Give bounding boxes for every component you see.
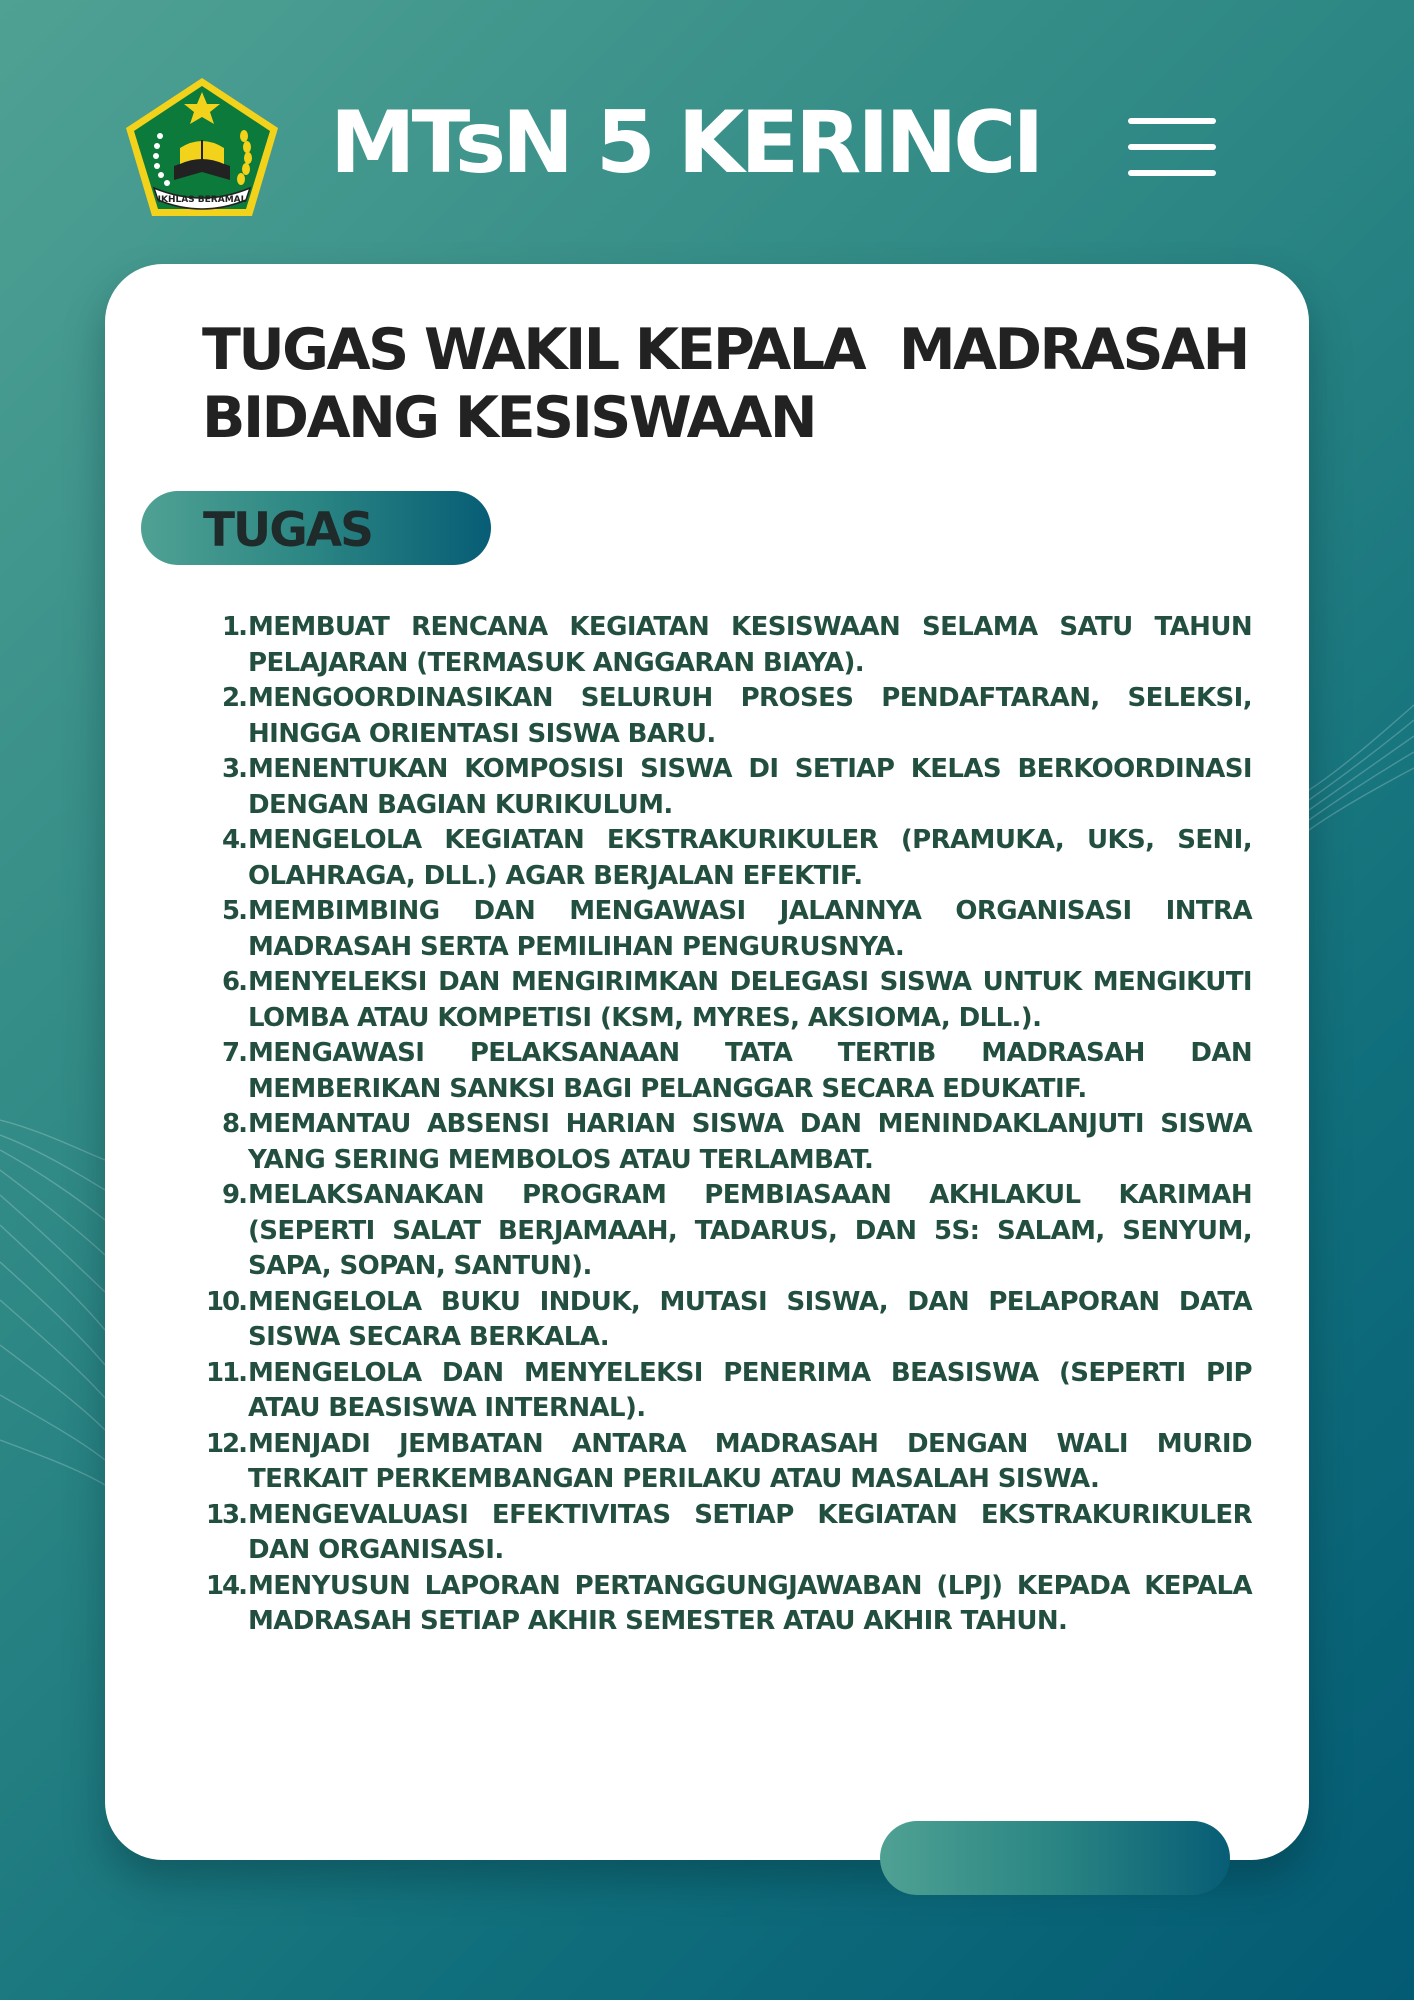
list-item <box>202 681 1252 752</box>
list-item-number: 6. <box>222 967 246 997</box>
site-header <box>0 0 1414 260</box>
list-item-text: MENYUSUN LAPORAN PERTANGGUNGJAWABAN (LPJ) KEPADA KEPALA MADRASAH SETIAP AKHIR SEMESTER ATAU AKHIR TAHUN. <box>248 1570 1252 1636</box>
list-item-number: 4. <box>222 825 246 855</box>
list-item <box>202 965 1252 1036</box>
list-item-text: MEMBIMBING DAN MENGAWASI JALANNYA ORGANISASI INTRA MADRASAH SERTA PEMILIHAN PENGURUSNYA. <box>248 896 1252 962</box>
list-item-text: MENGELOLA KEGIATAN EKSTRAKURIKULER (PRAMUKA, UKS, SENI, OLAHRAGA, DLL.) AGAR BERJALAN EFEKTIF. <box>248 825 1252 891</box>
list-item-text: MENENTUKAN KOMPOSISI SISWA DI SETIAP KELAS BERKOORDINASI DENGAN BAGIAN KURIKULUM. <box>248 754 1252 820</box>
list-item-number: 13. <box>205 1499 246 1530</box>
footer-decorative-pill <box>880 1821 1230 1895</box>
list-item <box>202 610 1252 681</box>
menu-line <box>1128 118 1216 124</box>
list-item-number: 8. <box>222 1109 246 1139</box>
list-item <box>202 823 1252 894</box>
page-title-line-2: BIDANG KESISWAAN <box>202 385 816 451</box>
list-item <box>202 1356 1252 1427</box>
list-item-number: 1. <box>222 612 246 642</box>
list-item-text: MENGOORDINASIKAN SELURUH PROSES PENDAFTARAN, SELEKSI, HINGGA ORIENTASI SISWA BARU. <box>248 683 1252 749</box>
logo-motto: IKHLAS BERAMAL <box>157 195 247 205</box>
list-item <box>202 1569 1252 1640</box>
list-item-number: 2. <box>222 683 246 713</box>
menu-line <box>1128 144 1216 150</box>
list-item-text: MEMANTAU ABSENSI HARIAN SISWA DAN MENINDAKLANJUTI SISWA YANG SERING MEMBOLOS ATAU TERLAMBAT. <box>248 1109 1252 1175</box>
list-item-text: MELAKSANAKAN PROGRAM PEMBIASAAN AKHLAKUL KARIMAH (SEPERTI SALAT BERJAMAAH, TADARUS, DAN 5S: SALAM, SENYUM, SAPA, SOPAN, SANTUN). <box>248 1180 1252 1281</box>
list-item <box>202 1427 1252 1498</box>
page-title <box>202 316 1262 452</box>
list-item-text: MENGELOLA BUKU INDUK, MUTASI SISWA, DAN PELAPORAN DATA SISWA SECARA BERKALA. <box>248 1286 1252 1352</box>
menu-line <box>1128 170 1216 176</box>
list-item-number: 11. <box>205 1357 246 1388</box>
list-item-text: MENJADI JEMBATAN ANTARA MADRASAH DENGAN WALI MURID TERKAIT PERKEMBANGAN PERILAKU ATAU MASALAH SISWA. <box>248 1428 1252 1494</box>
list-item <box>202 894 1252 965</box>
list-item-number: 12. <box>205 1428 246 1459</box>
content-card <box>105 264 1309 1860</box>
list-item <box>202 1036 1252 1107</box>
list-item-number: 14. <box>205 1570 246 1601</box>
page-title-line-1: TUGAS WAKIL KEPALA MADRASAH <box>202 317 1248 383</box>
list-item <box>202 1285 1252 1356</box>
kemenag-emblem-icon <box>124 76 280 218</box>
list-item <box>202 752 1252 823</box>
hamburger-menu-icon[interactable] <box>1128 114 1216 180</box>
list-item-number: 3. <box>222 754 246 784</box>
list-item-text: MENYELEKSI DAN MENGIRIMKAN DELEGASI SISWA UNTUK MENGIKUTI LOMBA ATAU KOMPETISI (KSM, MYRES, AKSIOMA, DLL.). <box>248 967 1252 1033</box>
list-item-text: MENGELOLA DAN MENYELEKSI PENERIMA BEASISWA (SEPERTI PIP ATAU BEASISWA INTERNAL). <box>248 1357 1252 1423</box>
list-item <box>202 1107 1252 1178</box>
list-item-text: MENGEVALUASI EFEKTIVITAS SETIAP KEGIATAN EKSTRAKURIKULER DAN ORGANISASI. <box>248 1499 1252 1565</box>
task-list <box>202 610 1252 1640</box>
site-title: MTsN 5 KERINCI <box>330 93 1041 193</box>
section-header-pill <box>141 491 491 565</box>
list-item-number: 9. <box>222 1180 246 1210</box>
list-item <box>202 1178 1252 1285</box>
list-item-number: 5. <box>222 896 246 926</box>
list-item-number: 10. <box>205 1286 246 1317</box>
list-item-text: MEMBUAT RENCANA KEGIATAN KESISWAAN SELAMA SATU TAHUN PELAJARAN (TERMASUK ANGGARAN BIAYA). <box>248 612 1252 678</box>
list-item-number: 7. <box>222 1038 246 1068</box>
list-item-text: MENGAWASI PELAKSANAAN TATA TERTIB MADRASAH DAN MEMBERIKAN SANKSI BAGI PELANGGAR SECARA EDUKATIF. <box>248 1038 1252 1104</box>
list-item <box>202 1498 1252 1569</box>
section-label: TUGAS <box>203 503 373 558</box>
